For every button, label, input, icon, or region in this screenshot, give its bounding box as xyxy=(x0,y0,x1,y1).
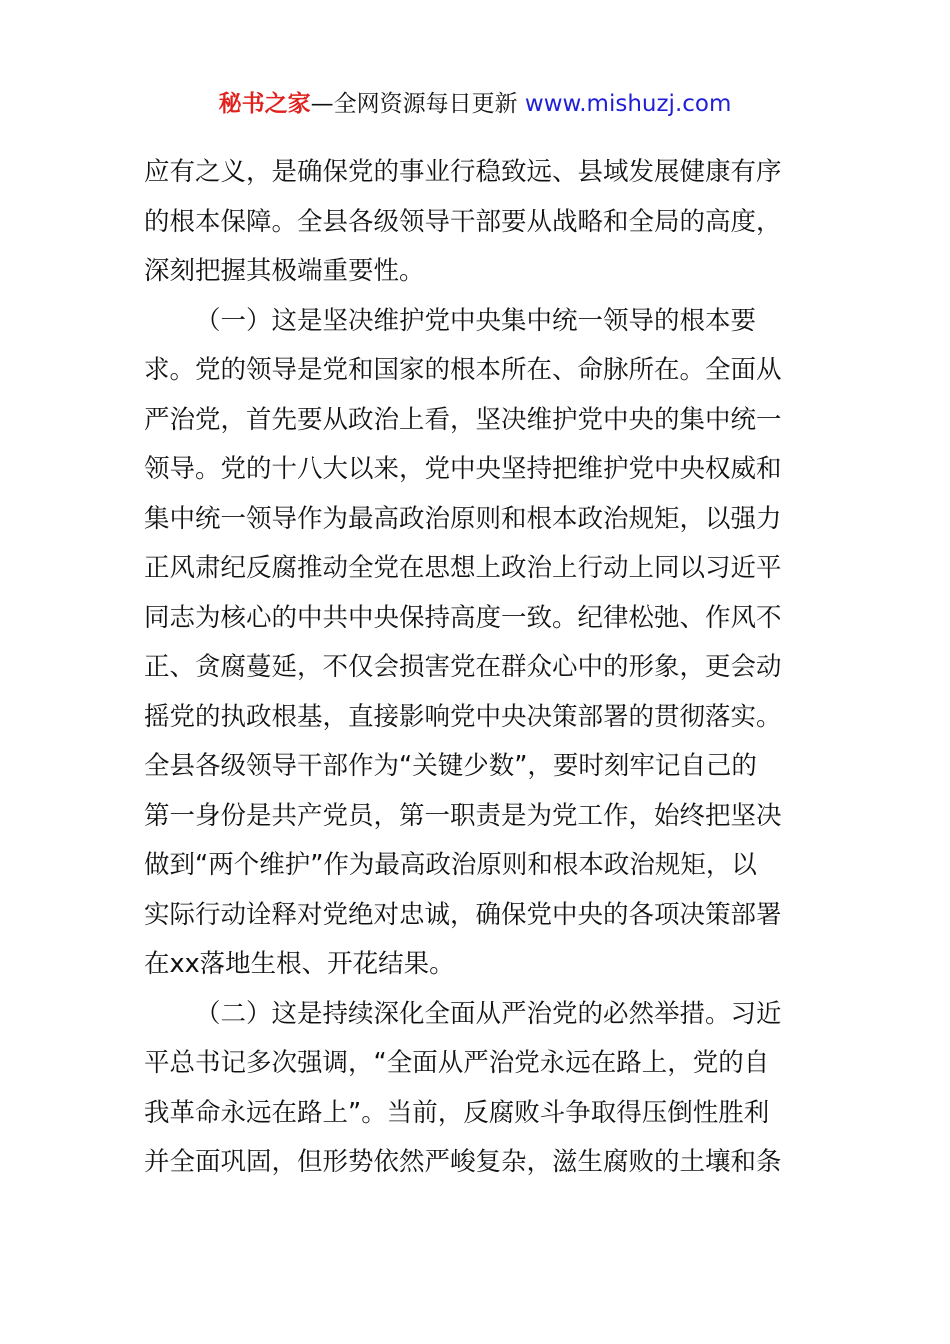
text-line: 第一身份是共产党员，第一职责是为党工作，始终把坚决 xyxy=(144,800,782,831)
text-line: 集中统一领导作为最高政治原则和根本政治规矩，以强力 xyxy=(144,503,782,534)
site-header xyxy=(0,88,950,120)
site-url-link[interactable]: www.mishuzj.com xyxy=(524,91,732,117)
text-line: 做到“两个维护”作为最高政治原则和根本政治规矩，以 xyxy=(144,850,757,880)
text-line: 求。党的领导是党和国家的根本所在、命脉所在。全面从 xyxy=(144,355,782,385)
text-line: 应有之义，是确保党的事业行稳致远、县域发展健康有序 xyxy=(144,157,782,187)
text-line: 同志为核心的中共中央保持高度一致。纪律松弛、作风不 xyxy=(144,602,782,633)
site-tagline: —全网资源每日更新 xyxy=(310,91,525,117)
text-line: 在xx落地生根、开花结果。 xyxy=(144,949,455,979)
document-body xyxy=(144,148,814,1188)
text-line: 我革命永远在路上”。当前，反腐败斗争取得压倒性胜利 xyxy=(144,1097,770,1128)
text-line: 摇党的执政根基，直接影响党中央决策部署的贯彻落实。 xyxy=(144,701,782,732)
text-line: 严治党，首先要从政治上看，坚决维护党中央的集中统一 xyxy=(144,404,782,435)
text-line: 平总书记多次强调，“全面从严治党永远在路上，党的自 xyxy=(144,1048,770,1078)
text-line: （一）这是坚决维护党中央集中统一领导的根本要 xyxy=(195,305,757,336)
text-line: （二）这是持续深化全面从严治党的必然举措。习近 xyxy=(195,998,782,1029)
paragraph-section-1 xyxy=(144,297,814,990)
text-line: 全县各级领导干部作为“关键少数”，要时刻牢记自己的 xyxy=(144,751,757,781)
text-line: 正、贪腐蔓延，不仅会损害党在群众心中的形象，更会动 xyxy=(144,652,782,682)
paragraph-intro xyxy=(144,148,814,297)
text-line: 的根本保障。全县各级领导干部要从战略和全局的高度， xyxy=(144,206,782,237)
text-line: 并全面巩固，但形势依然严峻复杂，滋生腐败的土壤和条 xyxy=(144,1147,782,1177)
paragraph-section-2 xyxy=(144,990,814,1188)
site-brand: 秘书之家 xyxy=(218,91,311,117)
text-line: 正风肃纪反腐推动全党在思想上政治上行动上同以习近平 xyxy=(144,553,782,583)
text-line: 领导。党的十八大以来，党中央坚持把维护党中央权威和 xyxy=(144,454,782,484)
text-line: 深刻把握其极端重要性。 xyxy=(144,256,425,286)
text-line: 实际行动诠释对党绝对忠诚，确保党中央的各项决策部署 xyxy=(144,899,782,930)
